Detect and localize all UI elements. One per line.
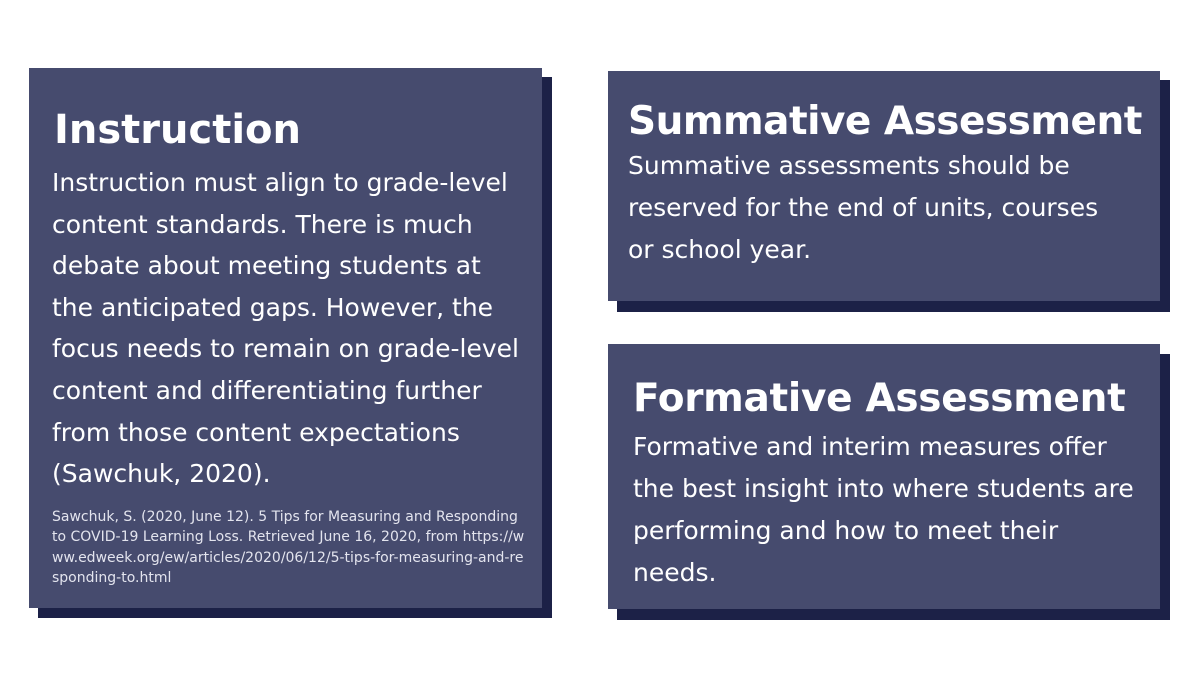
instruction-citation: Sawchuk, S. (2020, June 12). 5 Tips for Measuring and Responding to COVID-19 Learning Loss. Retrieved June 16, 2020, from https://www.edweek.org/ew/articles/2020/06/12/5-tips-for-measuring-and-responding-to.html (52, 508, 525, 587)
instruction-card (29, 68, 542, 608)
formative-title: Formative Assessment (633, 376, 1126, 421)
formative-card (608, 344, 1160, 609)
instruction-body: Instruction must align to grade-level content standards. There is much debate about meeting students at the anticipated gaps. However, the focus needs to remain on grade-level content and differentiating further from those content expectations (Sawchuk, 2020). (52, 168, 519, 489)
instruction-title: Instruction (54, 107, 301, 153)
summative-body: Summative assessments should be reserved for the end of units, courses or school year. (628, 151, 1099, 264)
summative-card (608, 71, 1160, 301)
formative-body: Formative and interim measures offer the best insight into where students are performing and how to meet their needs. (633, 432, 1134, 587)
summative-title: Summative Assessment (628, 99, 1142, 144)
